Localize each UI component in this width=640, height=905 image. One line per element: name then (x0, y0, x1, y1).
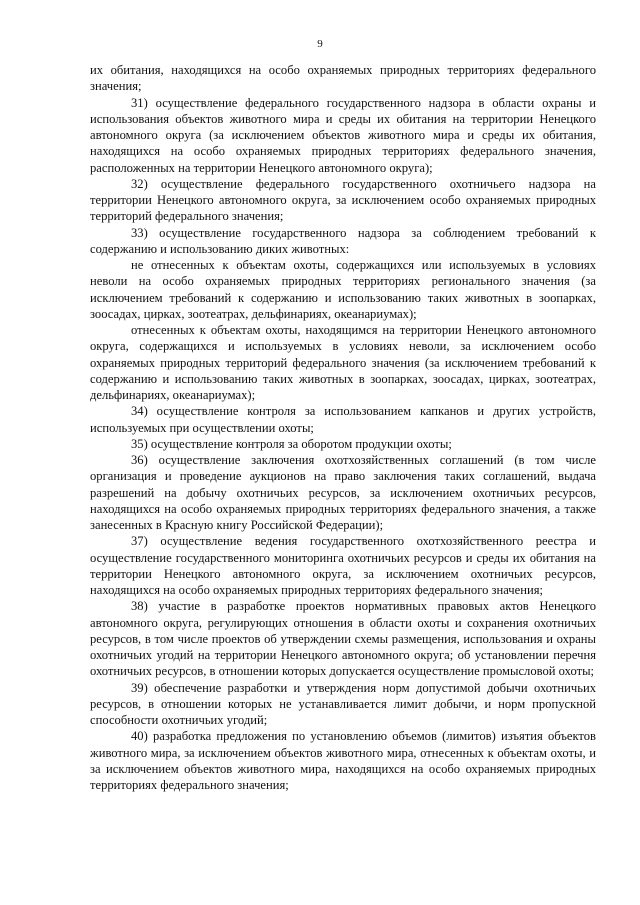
document-body (90, 62, 596, 793)
paragraph: не отнесенных к объектам охоты, содержащихся или используемых в условиях неволи на особо охраняемых природных территориях регионального значения (за исключением требований к содержанию и использованию таких животных в зоопарках, зоосадах, цирках, зоотеатрах, дельфинариях, океанариумах); (90, 258, 596, 321)
paragraph: 33) осуществление государственного надзора за соблюдением требований к содержанию и использованию диких животных: (90, 225, 596, 256)
paragraph: 37) осуществление ведения государственного охотхозяйственного реестра и осуществление государственного мониторинга охотничьих ресурсов и среды их обитания на территории Ненецкого автономного округа, за исключением охотничьих ресурсов, находящихся на особо охраняемых природных территориях федерального значения; (90, 534, 596, 597)
paragraph: 40) разработка предложения по установлению объемов (лимитов) изъятия объектов животного мира, за исключением объектов животного мира, отнесенных к объектам охоты, и за исключением объектов животного мира, находящихся на особо охраняемых природных территориях федерального значения; (90, 729, 596, 792)
paragraph: 31) осуществление федерального государственного надзора в области охраны и использования объектов животного мира и среды их обитания на территории Ненецкого автономного округа (за исключением объектов животного мира и среды их обитания, находящихся на особо охраняемых природных территориях федерального значения, расположенных на территории Ненецкого автономного округа); (90, 95, 596, 175)
paragraph: 39) обеспечение разработки и утверждения норм допустимой добычи охотничьих ресурсов, в отношении которых не устанавливается лимит добычи, и норм пропускной способности охотничьих угодий; (90, 680, 596, 727)
paragraph: 32) осуществление федерального государственного охотничьего надзора на территории Ненецкого автономного округа, за исключением особо охраняемых природных территорий федерального значения; (90, 176, 596, 224)
paragraph: 35) осуществление контроля за оборотом продукции охоты; (131, 436, 452, 451)
paragraph: отнесенных к объектам охоты, находящимся на территории Ненецкого автономного округа, содержащихся и используемых в условиях неволи, за исключением особо охраняемых природных территорий федерального значения (за исключением требований к содержанию и использованию таких животных в зоопарках, зоосадах, цирках, зоотеатрах, дельфинариях, океанариумах); (90, 323, 596, 402)
paragraph: 38) участие в разработке проектов нормативных правовых актов Ненецкого автономного округа, регулирующих отношения в области охоты и сохранения охотничьих ресурсов, в том числе проектов об утверждении схемы размещения, использования и охраны охотничьих угодий на территории Ненецкого автономного округа; об установлении перечня охотничьих ресурсов, в отношении которых допускается осуществление промысловой охоты; (90, 599, 596, 679)
page-number: 9 (317, 38, 323, 50)
paragraph: 34) осуществление контроля за использованием капканов и других устройств, используемых при осуществлении охоты; (90, 404, 596, 435)
paragraph: 36) осуществление заключения охотхозяйственных соглашений (в том числе организация и проведение аукционов на право заключения таких соглашений, выдача разрешений на добычу охотничьих ресурсов, за исключением охотничьих ресурсов, находящихся на особо охраняемых природных территориях федерального значения, а также занесенных в Красную книгу Российской Федерации); (90, 453, 596, 532)
paragraph: их обитания, находящихся на особо охраняемых природных территориях федерального значения; (90, 63, 596, 94)
